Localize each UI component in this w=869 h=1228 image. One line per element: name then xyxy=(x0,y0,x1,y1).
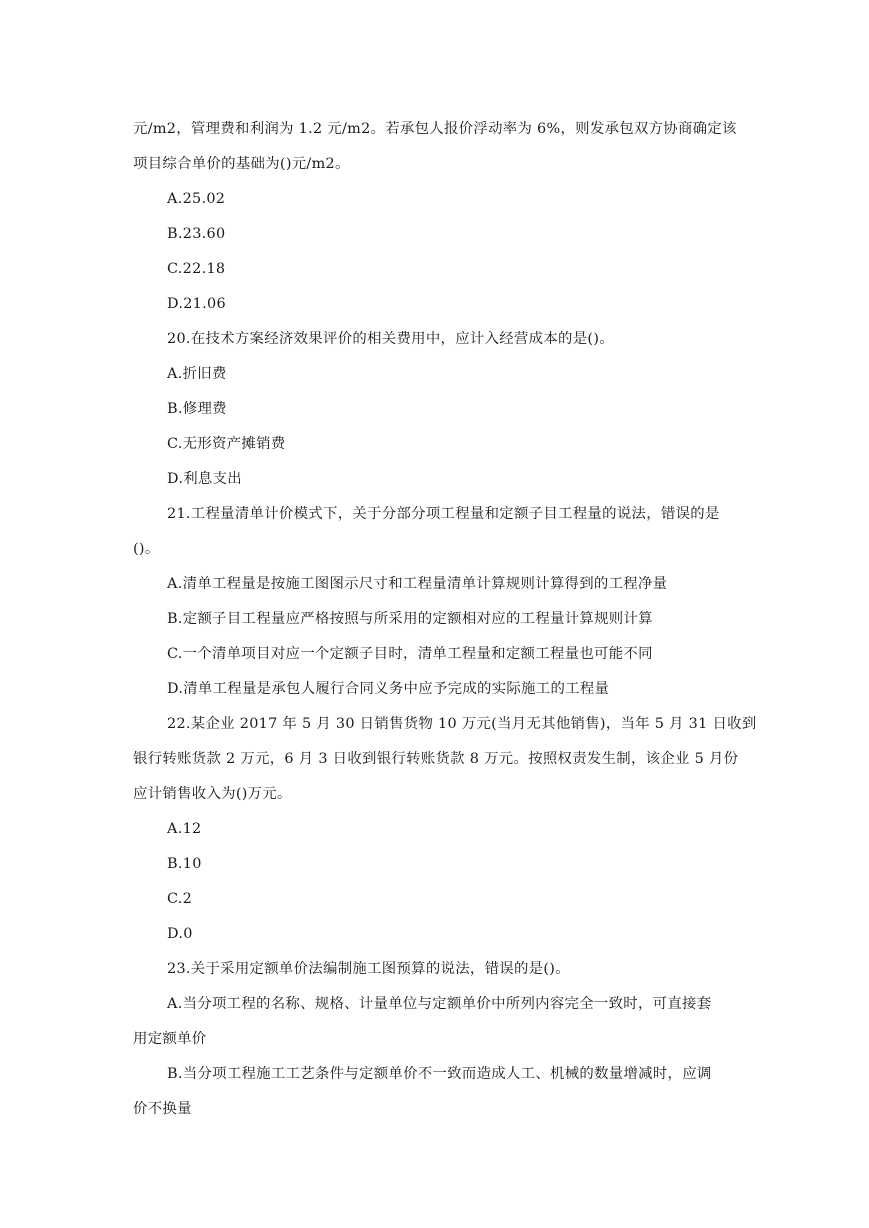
text-line: 价不换量 xyxy=(133,1101,192,1117)
question-line: 20.在技术方案经济效果评价的相关费用中，应计入经营成本的是()。 xyxy=(167,331,614,347)
option-line: A.12 xyxy=(167,821,202,837)
option-line: A.25.02 xyxy=(167,191,226,207)
option-line: B.23.60 xyxy=(167,226,226,242)
text-line: 银行转账货款 2 万元，6 月 3 日收到银行转账货款 8 万元。按照权责发生制，该企业 5 月份 xyxy=(133,751,739,767)
question-line: 21.工程量清单计价模式下，关于分部分项工程量和定额子目工程量的说法，错误的是 xyxy=(167,506,720,522)
option-line: D.清单工程量是承包人履行合同义务中应予完成的实际施工的工程量 xyxy=(167,681,610,697)
option-line: A.折旧费 xyxy=(167,366,227,382)
question-line: 22.某企业 2017 年 5 月 30 日销售货物 10 万元(当月无其他销售)，当年 5 月 31 日收到 xyxy=(167,716,757,732)
option-line: B.定额子目工程量应严格按照与所采用的定额相对应的工程量计算规则计算 xyxy=(167,611,653,627)
option-line: D.21.06 xyxy=(167,296,226,312)
option-line: A.当分项工程的名称、规格、计量单位与定额单价中所列内容完全一致时，可直接套 xyxy=(167,996,712,1012)
option-line: C.22.18 xyxy=(167,261,226,277)
text-line: 项目综合单价的基础为()元/m2。 xyxy=(133,156,350,172)
text-line: 元/m2，管理费和利润为 1.2 元/m2。若承包人报价浮动率为 6%，则发承包双方协商确定该 xyxy=(133,121,737,137)
option-line: D.0 xyxy=(167,926,193,942)
option-line: D.利息支出 xyxy=(167,471,242,487)
option-line: C.无形资产摊销费 xyxy=(167,436,286,452)
option-line: C.一个清单项目对应一个定额子目时，清单工程量和定额工程量也可能不同 xyxy=(167,646,653,662)
document-page xyxy=(133,112,757,1127)
text-line: 应计销售收入为()万元。 xyxy=(133,786,292,802)
option-line: A.清单工程量是按施工图图示尺寸和工程量清单计算规则计算得到的工程净量 xyxy=(167,576,668,592)
option-line: B.修理费 xyxy=(167,401,227,417)
option-line: B.当分项工程施工工艺条件与定额单价不一致而造成人工、机械的数量增减时，应调 xyxy=(167,1066,712,1082)
option-line: B.10 xyxy=(167,856,202,872)
question-line: 23.关于采用定额单价法编制施工图预算的说法，错误的是()。 xyxy=(167,961,570,977)
option-line: C.2 xyxy=(167,891,193,907)
text-line: ()。 xyxy=(133,541,160,557)
text-line: 用定额单价 xyxy=(133,1031,207,1047)
